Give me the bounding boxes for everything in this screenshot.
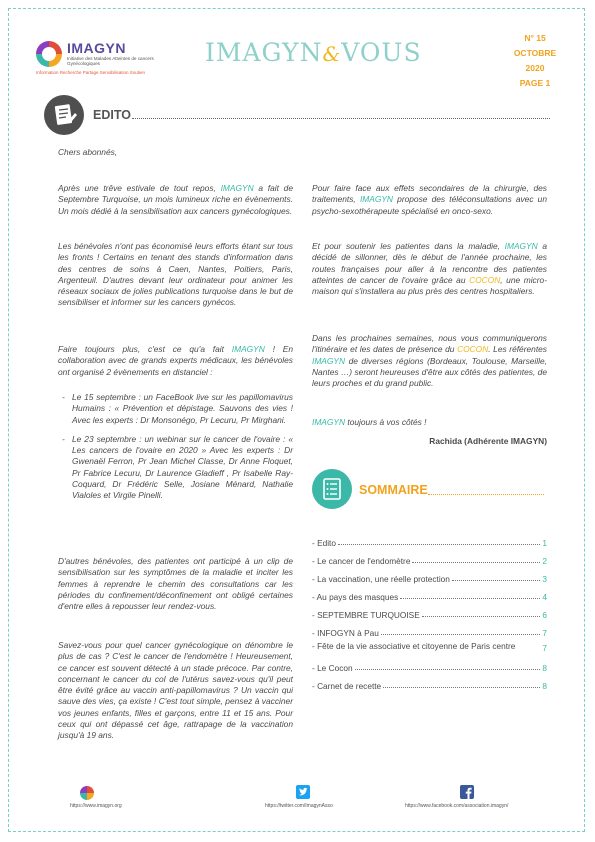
- footer-website-link[interactable]: https://www.imagyn.org: [70, 803, 122, 809]
- r2-text-a: Et pour soutenir les patientes dans la maladie,: [312, 241, 505, 251]
- sommaire-divider: [428, 494, 544, 495]
- issue-page: PAGE 1: [519, 78, 551, 88]
- toc-label: - Au pays des masques: [312, 592, 399, 602]
- toc-page: 7: [542, 643, 547, 653]
- toc-label: - Carnet de recette: [312, 681, 382, 691]
- edito-paragraph-2: Les bénévoles n'ont pas économisé leurs efforts étant sur tous les fronts ! Certains en tenant des stands d'information dans des centres de soins à Caen, Nantes, Poitiers, Paris, Argenteuil. D'autres devant leur ordinateur pour animer les réseaux sociaux de jolies publications turquoise dans le but de sensibiliser et informer sur les cancers gynécos.: [58, 241, 293, 308]
- toc-label: - Fête de la vie associative et citoyenne de Paris centre: [312, 641, 516, 651]
- toc-leader: [355, 669, 541, 670]
- toc-leader: [338, 544, 540, 545]
- toc-leader: [381, 634, 541, 635]
- r2-cocon: COCON: [469, 274, 501, 285]
- toc-page: 8: [542, 681, 547, 691]
- r3-text-a: Dans les prochaines semaines, nous vous communiquerons l'itinéraire et les dates de présence du: [312, 333, 547, 355]
- footer-twitter-link[interactable]: https://twitter.com/ImagynAsso: [265, 803, 333, 809]
- imagyn-footer-icon[interactable]: [80, 786, 94, 800]
- toc-page: 3: [542, 574, 547, 584]
- sommaire-title: SOMMAIRE: [359, 483, 428, 497]
- toc-leader: [422, 616, 541, 617]
- edito-title: EDITO: [93, 108, 131, 122]
- masthead-left: IMAGYN: [205, 38, 323, 67]
- edito-paragraph-5: Savez-vous pour quel cancer gynécologique on dénombre le plus de cas ? C'est le cancer de l'endomètre ! Heureusement, ce cancer est souvent détecté à un stade précoce. Par contre, concernant le cancer du col de l'utérus savez-vous qu'il peut être évité grâce au vaccin anti-papillomavirus ? Un vaccin qui sauve des vies, ça existe ! C'est tout simple, pensez à vacciner vos jeunes enfants, filles et garçons, entre 11 et 15 ans. Pour ceux qui ont dépassé cet âge, rattrapage de la vaccination jusqu'à 19 ans.: [58, 640, 293, 741]
- issue-year: 2020: [525, 63, 545, 73]
- sommaire-list-icon: [312, 469, 352, 509]
- r1-text-b: propose des téléconsultations avec un psycho-sexothérapeute spécialisé en onco-sexo.: [312, 194, 547, 216]
- toc-label: - Edito: [312, 538, 336, 548]
- r1-text-a: Pour faire face aux effets secondaires de la chirurgie, des traitements,: [312, 183, 547, 205]
- edito-paragraph-r3: [312, 333, 547, 389]
- toc-page: 2: [542, 556, 547, 566]
- toc-item[interactable]: [312, 530, 547, 548]
- p3-text-a: Faire toujours plus, c'est ce qu'a fait: [58, 344, 232, 354]
- toc-item[interactable]: [312, 655, 547, 673]
- edito-paragraph-r4: [312, 417, 547, 428]
- toc-item[interactable]: [312, 673, 547, 691]
- masthead-title: [205, 38, 422, 67]
- edito-signature: Rachida (Adhérente IMAGYN): [429, 436, 547, 446]
- toc-label: - La vaccination, une réelle protection: [312, 574, 450, 584]
- twitter-icon[interactable]: [296, 785, 310, 799]
- r3-brand: IMAGYN: [312, 355, 346, 366]
- toc-item[interactable]: [312, 620, 547, 638]
- toc-page: 1: [542, 538, 547, 548]
- r1-brand: IMAGYN: [359, 194, 393, 205]
- toc-page: 8: [542, 663, 547, 673]
- r2-text-c: , une micro-maison qui s'installera au plus près des centres hospitaliers.: [312, 274, 547, 297]
- issue-month: OCTOBRE: [513, 48, 557, 58]
- p3-text-b: ! En collaboration avec de grands experts médicaux, les bénévoles ont organisé 2 évènements en distanciel :: [58, 344, 293, 377]
- issue-info: [505, 31, 565, 91]
- r4-brand: IMAGYN: [312, 417, 346, 427]
- logo-tagline: Information Recherche Partage Sensibilisation Soutien: [36, 70, 146, 75]
- toc-leader: [383, 687, 540, 688]
- toc-item[interactable]: [312, 548, 547, 566]
- toc-label: - Le cancer de l'endomètre: [312, 556, 411, 566]
- table-of-contents: [312, 530, 547, 691]
- event-list: [62, 392, 293, 510]
- edito-paragraph-r1: [312, 183, 547, 217]
- toc-label: - INFOGYN à Pau: [312, 628, 379, 638]
- edito-paragraph-4: D'autres bénévoles, des patientes ont participé à un clip de sensibilisation sur les symptômes de la maladie et inciter les femmes à reprendre le chemin des consultations car les périodes du confinement/déconfinement ont obligé certaines d'entre elles à repousser leur rendez-vous.: [58, 556, 293, 612]
- p3-brand: IMAGYN: [231, 344, 265, 354]
- toc-label: - SEPTEMBRE TURQUOISE: [312, 610, 420, 620]
- toc-item[interactable]: [312, 566, 547, 584]
- edito-divider: [132, 118, 550, 119]
- toc-page: 7: [542, 628, 547, 638]
- toc-item[interactable]: [312, 602, 547, 620]
- edito-document-icon: [44, 95, 84, 135]
- toc-label: - Le Cocon: [312, 663, 353, 673]
- edito-paragraph-r2: [312, 241, 547, 297]
- edito-paragraph-1: [58, 183, 293, 217]
- r3-cocon: COCON: [457, 344, 489, 355]
- logo-name: IMAGYN: [67, 40, 126, 56]
- r2-brand: IMAGYN: [504, 241, 538, 251]
- event-item-1: - Le 15 septembre : un FaceBook live sur les papillomavirus Humains : « Prévention et dépistage. Sauvons des vies ! Avec les experts : Dr Monsonégo, Pr Lecuru, Pr Mirghani.: [62, 392, 293, 426]
- facebook-icon[interactable]: [460, 785, 474, 799]
- r3-text-b: . Les référentes: [488, 344, 547, 355]
- r3-text-c: de diverses régions (Bordeaux, Toulouse, Marseille, Nantes …) seront heureuses d'être aux côtés des patientes, de leurs proches et du grand public.: [312, 355, 547, 389]
- p1-brand: IMAGYN: [220, 183, 254, 193]
- toc-item[interactable]: [312, 638, 547, 655]
- edito-greeting: Chers abonnés,: [58, 147, 118, 157]
- toc-page: 4: [542, 592, 547, 602]
- edito-paragraph-3: [58, 344, 293, 378]
- event-item-2: - Le 23 septembre : un webinar sur le cancer de l'ovaire : « Les cancers de l'ovaire en 2020 » Avec les experts : Dr Gwenaël Ferron, Pr Jean Michel Classe, Dr Anne Floquet, Pr Fabrice Lecuru, Dr Laurence Gladieff , Pr Isabelle Ray-Coquard, Dr Frédéric Selle, Josiane Ménard, Nathalie Vialoles et Virgile Pinelli.: [62, 434, 293, 502]
- masthead-right: VOUS: [341, 38, 422, 67]
- footer-facebook-link[interactable]: https://www.facebook.com/association.imagyn/: [405, 803, 509, 809]
- toc-leader: [412, 562, 540, 563]
- logo-subtitle: Initiative des Malades Atteintes de cancers Gynécologiques: [67, 56, 154, 66]
- r2-text-b: a décidé de sillonner, dès le début de l'année prochaine, les routes françaises pour aller à la rencontre des patientes atteintes de cancer de l'ovaire grâce au: [312, 241, 547, 285]
- p1-text-b: a fait de Septembre Turquoise, un mois lumineux riche en évènements. Un mois dédié à la sensibilisation aux cancers gynécologiques.: [58, 183, 293, 216]
- toc-item[interactable]: [312, 584, 547, 602]
- r4-text: toujours à vos côtés !: [345, 417, 427, 427]
- toc-leader: [400, 598, 540, 599]
- logo-ring-icon: [36, 41, 62, 67]
- p1-text-a: Après une trêve estivale de tout repos,: [58, 183, 221, 193]
- toc-page: 6: [542, 610, 547, 620]
- issue-number: N° 15: [524, 33, 546, 43]
- toc-leader: [452, 580, 540, 581]
- imagyn-logo: [36, 40, 176, 80]
- masthead-amp: &: [322, 42, 342, 66]
